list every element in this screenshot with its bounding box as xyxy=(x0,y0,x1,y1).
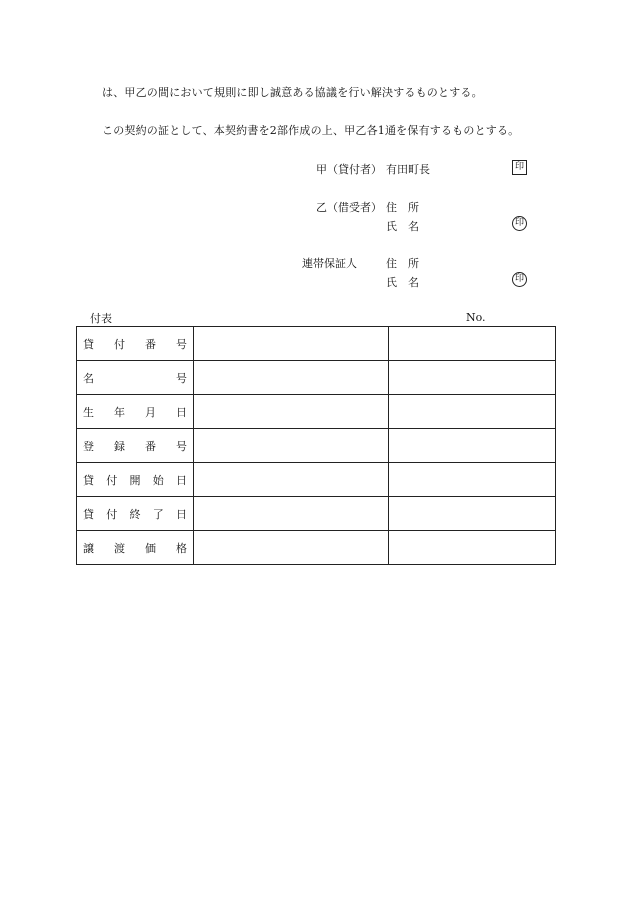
value-cell[interactable] xyxy=(194,463,389,497)
table-row xyxy=(77,463,556,497)
table-row xyxy=(77,327,556,361)
lender-label: 甲（貸付者） xyxy=(316,163,382,176)
number-label: No. xyxy=(466,311,486,324)
row-label-char: 貸 xyxy=(83,507,94,521)
row-label-char: 貸 xyxy=(83,337,94,351)
table-row xyxy=(77,395,556,429)
row-label-char: 付 xyxy=(114,337,125,351)
row-label-char: 番 xyxy=(145,337,156,351)
row-label-char: 日 xyxy=(176,473,187,487)
table-row xyxy=(77,361,556,395)
row-label-char: 名 xyxy=(83,371,94,385)
value-cell[interactable] xyxy=(389,429,556,463)
row-label-char: 号 xyxy=(176,337,187,351)
lender-name: 有田町長 xyxy=(386,163,430,176)
guarantor-name-label: 氏 名 xyxy=(386,276,419,289)
row-label-loan-start-date xyxy=(77,463,194,497)
value-cell[interactable] xyxy=(194,531,389,565)
value-cell[interactable] xyxy=(389,361,556,395)
row-label-char: 付 xyxy=(106,473,118,487)
table-row xyxy=(77,497,556,531)
contract-proof-text: この契約の証として、本契約書を2部作成の上、甲乙各1通を保有するものとする。 xyxy=(102,124,520,137)
value-cell[interactable] xyxy=(389,395,556,429)
row-label-char: 付 xyxy=(106,507,118,521)
value-cell[interactable] xyxy=(194,395,389,429)
row-label-char: 録 xyxy=(114,439,125,453)
row-label-char: 渡 xyxy=(114,541,125,555)
row-label-char: 号 xyxy=(176,371,187,385)
row-label-char: 日 xyxy=(176,507,187,521)
value-cell[interactable] xyxy=(194,429,389,463)
row-label-char: 始 xyxy=(152,473,164,487)
row-label-char: 譲 xyxy=(83,541,94,555)
row-label-char: 号 xyxy=(176,439,187,453)
borrower-address-label: 住 所 xyxy=(386,201,419,214)
row-label-transfer-price xyxy=(77,531,194,565)
row-label-char: 価 xyxy=(145,541,156,555)
row-label-char: 格 xyxy=(176,541,187,555)
row-label-char: 貸 xyxy=(83,473,94,487)
closing-clause-text: は、甲乙の間において規則に即し誠意ある協議を行い解決するものとする。 xyxy=(102,86,483,99)
guarantor-label: 連帯保証人 xyxy=(302,257,357,270)
guarantor-seal-circle: 印 xyxy=(512,272,527,287)
guarantor-address-label: 住 所 xyxy=(386,257,419,270)
attachment-table xyxy=(76,326,556,565)
lender-seal-stamp: 印 xyxy=(512,160,527,175)
row-label-char: 番 xyxy=(145,439,156,453)
row-label-name-number xyxy=(77,361,194,395)
table-row xyxy=(77,531,556,565)
row-label-char: 生 xyxy=(83,405,94,419)
value-cell[interactable] xyxy=(389,497,556,531)
value-cell[interactable] xyxy=(194,327,389,361)
row-label-char: 終 xyxy=(129,507,141,521)
row-label-char: 月 xyxy=(145,405,156,419)
row-label-char: 日 xyxy=(176,405,187,419)
value-cell[interactable] xyxy=(194,497,389,531)
value-cell[interactable] xyxy=(389,327,556,361)
row-label-registration-number xyxy=(77,429,194,463)
value-cell[interactable] xyxy=(389,531,556,565)
attachment-title: 付表 xyxy=(90,312,112,325)
row-label-char: 年 xyxy=(114,405,125,419)
table-row xyxy=(77,429,556,463)
row-label-loan-number xyxy=(77,327,194,361)
row-label-birth-date xyxy=(77,395,194,429)
borrower-label: 乙（借受者） xyxy=(316,201,382,214)
row-label-loan-end-date xyxy=(77,497,194,531)
borrower-name-label: 氏 名 xyxy=(386,220,419,233)
row-label-char: 登 xyxy=(83,439,94,453)
row-label-char: 了 xyxy=(152,507,164,521)
row-label-char: 開 xyxy=(129,473,141,487)
value-cell[interactable] xyxy=(194,361,389,395)
borrower-seal-circle: 印 xyxy=(512,216,527,231)
value-cell[interactable] xyxy=(389,463,556,497)
